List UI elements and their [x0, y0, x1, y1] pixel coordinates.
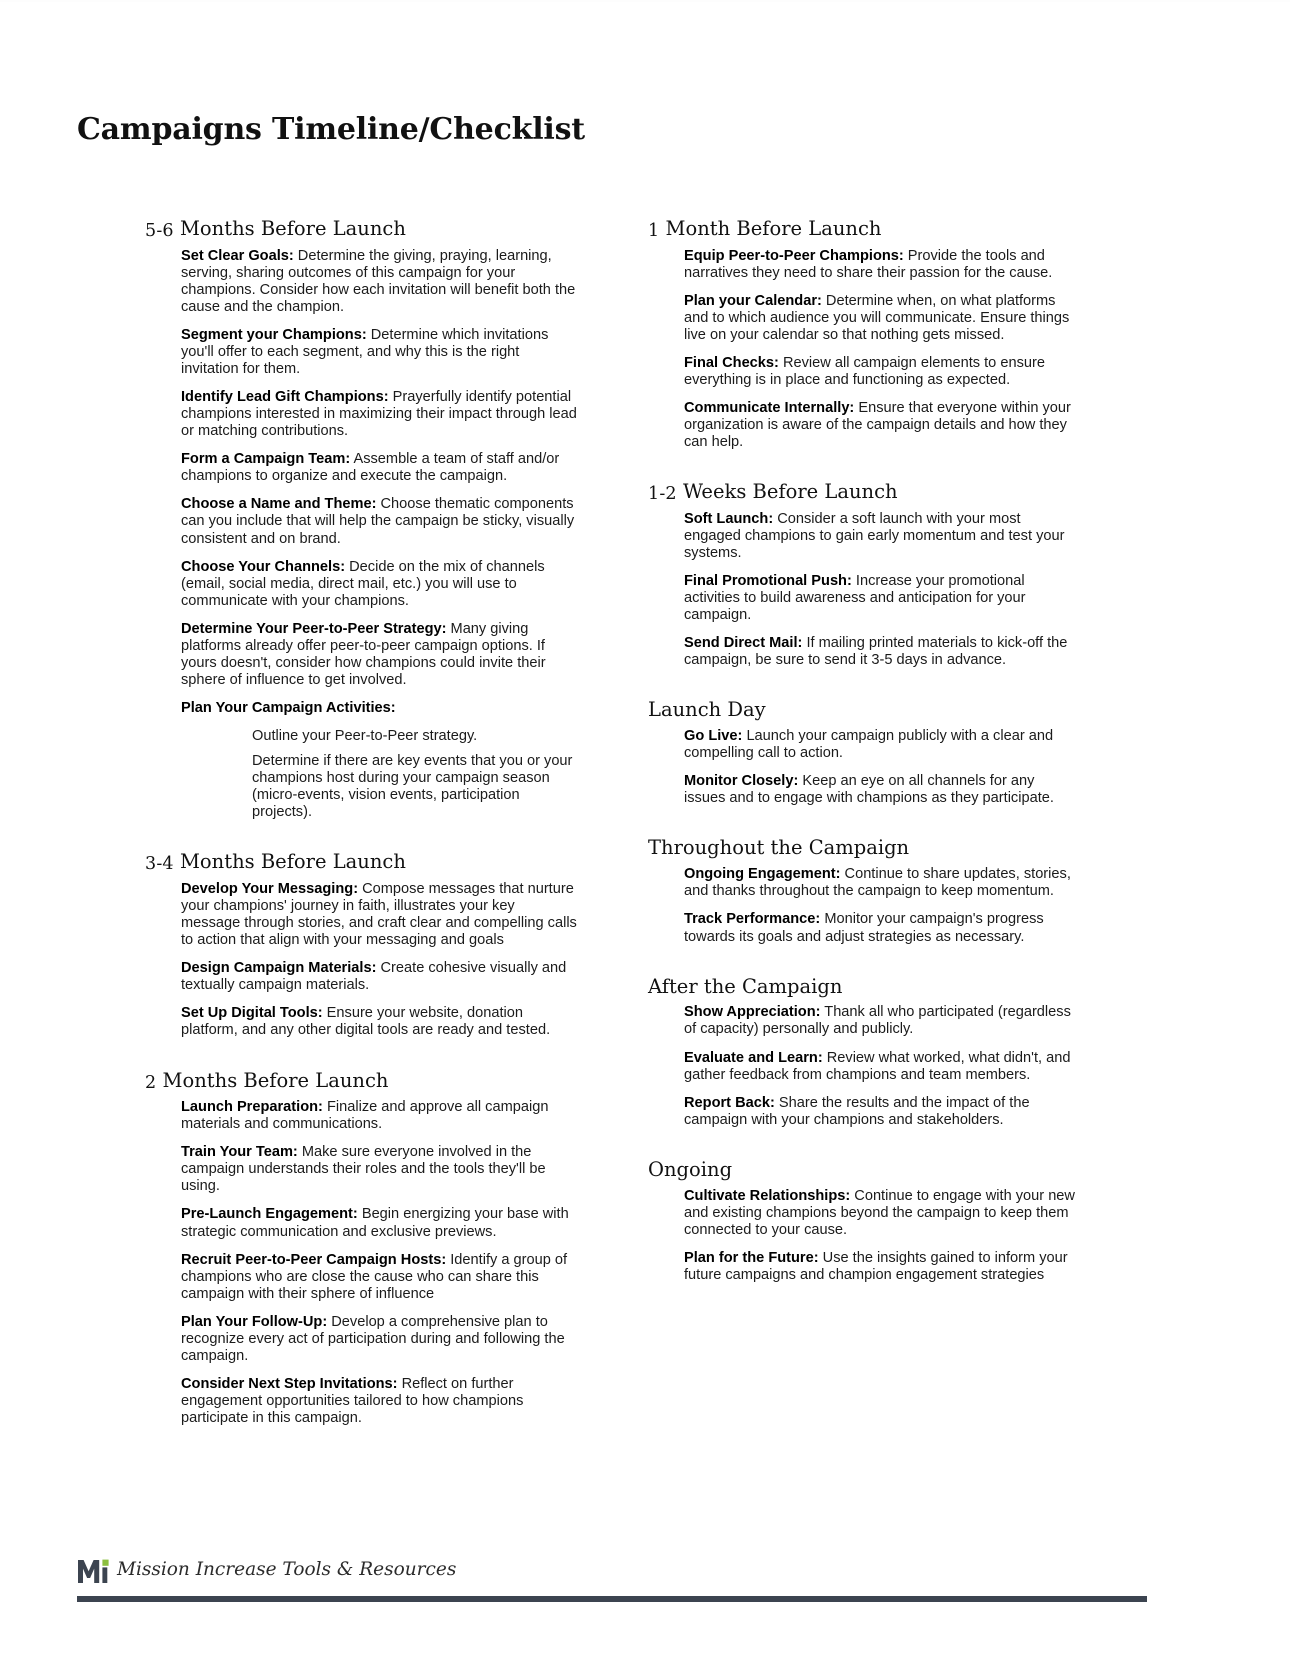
- section-heading: [648, 976, 1076, 998]
- checklist-item-description: Begin energizing your base with strategic communication and exclusive previews.: [181, 1206, 569, 1240]
- section-ongoing: [648, 1159, 1076, 1284]
- checklist-item: [145, 1314, 577, 1365]
- checklist-item-label: Plan for the Future:: [684, 1249, 819, 1266]
- section-throughout-the-campaign: [648, 837, 1076, 945]
- checklist-item-label: Cultivate Relationships:: [684, 1187, 851, 1204]
- section-1-2-weeks-before-launch: [648, 481, 1076, 669]
- checklist-subitem: Outline your Peer-to-Peer strategy.: [252, 728, 478, 745]
- checklist-item-label: Develop Your Messaging:: [181, 881, 359, 898]
- section-heading-text: Months Before Launch: [173, 217, 406, 240]
- checklist-item-label: Equip Peer-to-Peer Champions:: [684, 247, 904, 264]
- checklist-item-description: Provide the tools and narratives they need to share their passion for the cause.: [684, 247, 1053, 281]
- checklist-item-label: Determine Your Peer-to-Peer Strategy:: [181, 620, 447, 637]
- checklist-item-description: Ensure your website, donation platform, and any other digital tools are ready and tested.: [181, 1005, 551, 1039]
- checklist-item: [145, 960, 577, 994]
- checklist-item-description: Assemble a team of staff and/or champions to organize and execute the campaign.: [181, 451, 560, 485]
- section-heading-number: 5-6: [145, 221, 174, 242]
- checklist-item-description: Identify a group of champions who are close the cause who can share this campaign with their sphere of influence: [181, 1251, 568, 1302]
- checklist-item: [648, 635, 1076, 669]
- checklist-item-label: Form a Campaign Team:: [181, 451, 351, 468]
- checklist-item-label: Choose a Name and Theme:: [181, 496, 377, 513]
- checklist-item-description: Thank all who participated (regardless of capacity) personally and publicly.: [684, 1004, 1071, 1038]
- checklist-item-description: Review all campaign elements to ensure everything is in place and functioning as expected.: [684, 354, 1045, 389]
- checklist-item: [648, 400, 1076, 451]
- checklist-item-label: Plan your Calendar:: [684, 292, 822, 309]
- checklist-item-description: Determine when, on what platforms and to which audience you will communicate. Ensure things live on your calendar so that nothing gets missed.: [684, 292, 1070, 343]
- checklist-item-description: Share the results and the impact of the campaign with your champions and stakeholders.: [684, 1094, 1030, 1128]
- checklist-subitem: Determine if there are key events that you or your champions host during your campaign season (micro-events, vision events, participation projects).: [252, 753, 573, 821]
- checklist-item-label: Recruit Peer-to-Peer Campaign Hosts:: [181, 1251, 447, 1268]
- checklist-item-description: Finalize and approve all campaign materials and communications.: [181, 1099, 549, 1133]
- checklist-item-description: Many giving platforms already offer peer-to-peer campaign options. If yours doesn't, consider how champions could invite their sphere of influence to get involved.: [181, 620, 546, 688]
- checklist-item-description: Launch your campaign publicly with a clear and compelling call to action.: [684, 728, 1054, 762]
- checklist-item-description: Increase your promotional activities to build awareness and anticipation for your campaign.: [684, 573, 1026, 624]
- left-column: [145, 218, 577, 1427]
- section-heading-text: Throughout the Campaign: [648, 836, 910, 860]
- section-heading: [648, 481, 1076, 504]
- checklist-item-label: Choose Your Channels:: [181, 558, 346, 575]
- section-heading-number: 1: [648, 221, 660, 242]
- checklist-item: [145, 881, 577, 949]
- checklist-item-description: Decide on the mix of channels (email, social media, direct mail, etc.) you will use to communicate with your champions.: [181, 558, 545, 609]
- checklist-item: [145, 1099, 577, 1133]
- section-5-6-months-before-launch: [145, 218, 577, 821]
- page-title: Campaigns Timeline/Checklist: [77, 112, 585, 148]
- checklist-item-label: Final Promotional Push:: [684, 573, 852, 590]
- checklist-item-label: Track Performance:: [684, 911, 821, 928]
- section-heading-text: Months Before Launch: [173, 850, 406, 874]
- checklist-item-label: Consider Next Step Invitations:: [181, 1375, 398, 1392]
- section-heading: [145, 1070, 577, 1093]
- checklist-item: [648, 355, 1076, 389]
- checklist-item: [648, 1004, 1076, 1038]
- section-heading: [648, 1159, 1076, 1181]
- checklist-item-description: Create cohesive visually and textually campaign materials.: [181, 960, 567, 994]
- checklist-item: [648, 1188, 1076, 1239]
- checklist-item: [648, 511, 1076, 562]
- section-heading-text: Month Before Launch: [659, 217, 882, 240]
- section-2-months-before-launch: [145, 1070, 577, 1428]
- checklist-item-description: If mailing printed materials to kick-off the campaign, be sure to send it 3-5 days in advance.: [684, 635, 1068, 669]
- checklist-item: [145, 1252, 577, 1303]
- section-heading: [648, 218, 1076, 241]
- section-heading-number: 2: [145, 1072, 157, 1093]
- footer-divider: [77, 1596, 1147, 1602]
- checklist-item-label: Final Checks:: [684, 354, 779, 371]
- checklist-item: [145, 559, 577, 610]
- section-heading-number: 1-2: [648, 484, 677, 505]
- section-heading-text: Months Before Launch: [156, 1068, 389, 1092]
- checklist-item: [648, 1250, 1076, 1284]
- checklist-item-label: Plan Your Campaign Activities:: [181, 700, 396, 717]
- section-after-the-campaign: [648, 976, 1076, 1129]
- checklist-item: [648, 248, 1076, 282]
- checklist-item-label: Design Campaign Materials:: [181, 960, 377, 977]
- section-heading: [145, 851, 577, 874]
- checklist-item-label: Plan Your Follow-Up:: [181, 1313, 328, 1330]
- checklist-item: [648, 1095, 1076, 1129]
- checklist-item: [648, 866, 1076, 900]
- page-footer: [77, 1557, 1147, 1617]
- checklist-item-description: Determine the giving, praying, learning, serving, sharing outcomes of this campaign for your champions. Consider how each invitation will benefit both the cause and the champion.: [181, 247, 576, 315]
- checklist-item: [648, 293, 1076, 344]
- checklist-item-label: Segment your Champions:: [181, 326, 367, 343]
- checklist-item-description: Continue to engage with your new and existing champions beyond the campaign to keep them connected to your cause.: [684, 1187, 1075, 1238]
- checklist-item-label: Set Clear Goals:: [181, 247, 294, 264]
- checklist-item-description: Ensure that everyone within your organization is aware of the campaign details and how they can help.: [684, 400, 1071, 451]
- checklist-item: [145, 389, 577, 440]
- checklist-item: [145, 496, 577, 547]
- checklist-item: [145, 621, 577, 689]
- checklist-item-description: Develop a comprehensive plan to recognize every act of participation during and following the campaign.: [181, 1313, 565, 1364]
- checklist-item: [648, 911, 1076, 945]
- checklist-item-label: Report Back:: [684, 1094, 775, 1111]
- section-heading: [648, 837, 1076, 859]
- section-launch-day: [648, 699, 1076, 807]
- checklist-item-label: Show Appreciation:: [684, 1004, 821, 1021]
- checklist-item-description: Use the insights gained to inform your future campaigns and champion engagement strategies: [684, 1249, 1068, 1283]
- checklist-item-description: Determine which invitations you'll offer to each segment, and why this is the right invitation for them.: [181, 326, 549, 378]
- section-heading: [145, 218, 577, 241]
- section-heading-text: After the Campaign: [648, 974, 843, 998]
- checklist-item-label: Launch Preparation:: [181, 1099, 323, 1116]
- checklist-item-description: Compose messages that nurture your champions' journey in faith, illustrates your key message through stories, and craft clear and compelling calls to action that align with your messaging and goals: [181, 881, 577, 949]
- checklist-item-label: Soft Launch:: [684, 510, 774, 527]
- checklist-item-label: Pre-Launch Engagement:: [181, 1206, 358, 1223]
- checklist-item: [648, 728, 1076, 762]
- section-1-month-before-launch: [648, 218, 1076, 451]
- checklist-item-label: Train Your Team:: [181, 1144, 298, 1161]
- checklist-item: [145, 327, 577, 378]
- section-heading: [648, 699, 1076, 721]
- section-heading-text: Launch Day: [648, 698, 766, 722]
- checklist-item: [648, 573, 1076, 624]
- checklist-item-label: Evaluate and Learn:: [684, 1049, 823, 1066]
- checklist-item-label: Send Direct Mail:: [684, 635, 803, 652]
- checklist-item-description: Continue to share updates, stories, and thanks throughout the campaign to keep momentum.: [684, 866, 1071, 900]
- checklist-item-description: Make sure everyone involved in the campaign understands their roles and the tools they'll be using.: [181, 1144, 546, 1195]
- checklist-item-description: Reflect on further engagement opportunities tailored to how champions participate in this campaign.: [181, 1375, 524, 1427]
- checklist-item-label: Identify Lead Gift Champions:: [181, 389, 389, 406]
- checklist-item: [145, 1144, 577, 1195]
- checklist-item-description: Monitor your campaign's progress towards its goals and adjust strategies as necessary.: [684, 911, 1044, 945]
- right-column: [648, 218, 1076, 1284]
- section-heading-number: 3-4: [145, 854, 174, 875]
- checklist-item: [648, 1050, 1076, 1084]
- checklist-item-description: Consider a soft launch with your most engaged champions to gain early momentum and test your systems.: [684, 510, 1065, 562]
- checklist-item: [145, 1206, 577, 1240]
- footer-brand-text: Mission Increase Tools & Resources: [117, 1559, 457, 1580]
- section-3-4-months-before-launch: [145, 851, 577, 1039]
- checklist-item-label: Set Up Digital Tools:: [181, 1005, 323, 1022]
- checklist-item: [145, 248, 577, 316]
- page-top-edge: [0, 0, 1290, 2]
- checklist-item-description: Prayerfully identify potential champions interested in maximizing their impact through lead or matching contributions.: [181, 389, 577, 440]
- checklist-item: [648, 773, 1076, 807]
- checklist-item-label: Go Live:: [684, 728, 743, 745]
- section-heading-text: Weeks Before Launch: [676, 480, 898, 504]
- section-heading-text: Ongoing: [648, 1157, 733, 1181]
- checklist-item-label: Monitor Closely:: [684, 773, 799, 790]
- mission-increase-logo-icon: [77, 1557, 117, 1585]
- checklist-item: [145, 451, 577, 485]
- checklist-item-label: Communicate Internally:: [684, 400, 855, 417]
- checklist-item-description: Choose thematic components can you include that will help the campaign be sticky, visually consistent and on brand.: [181, 496, 575, 547]
- checklist-item-description: Review what worked, what didn't, and gather feedback from champions and team members.: [684, 1049, 1071, 1083]
- checklist-item-label: Ongoing Engagement:: [684, 866, 841, 883]
- checklist-item: [145, 700, 577, 717]
- checklist-item: [145, 1005, 577, 1039]
- checklist-item: [145, 1376, 577, 1427]
- checklist-item-description: Keep an eye on all channels for any issues and to engage with champions as they participate.: [684, 773, 1054, 807]
